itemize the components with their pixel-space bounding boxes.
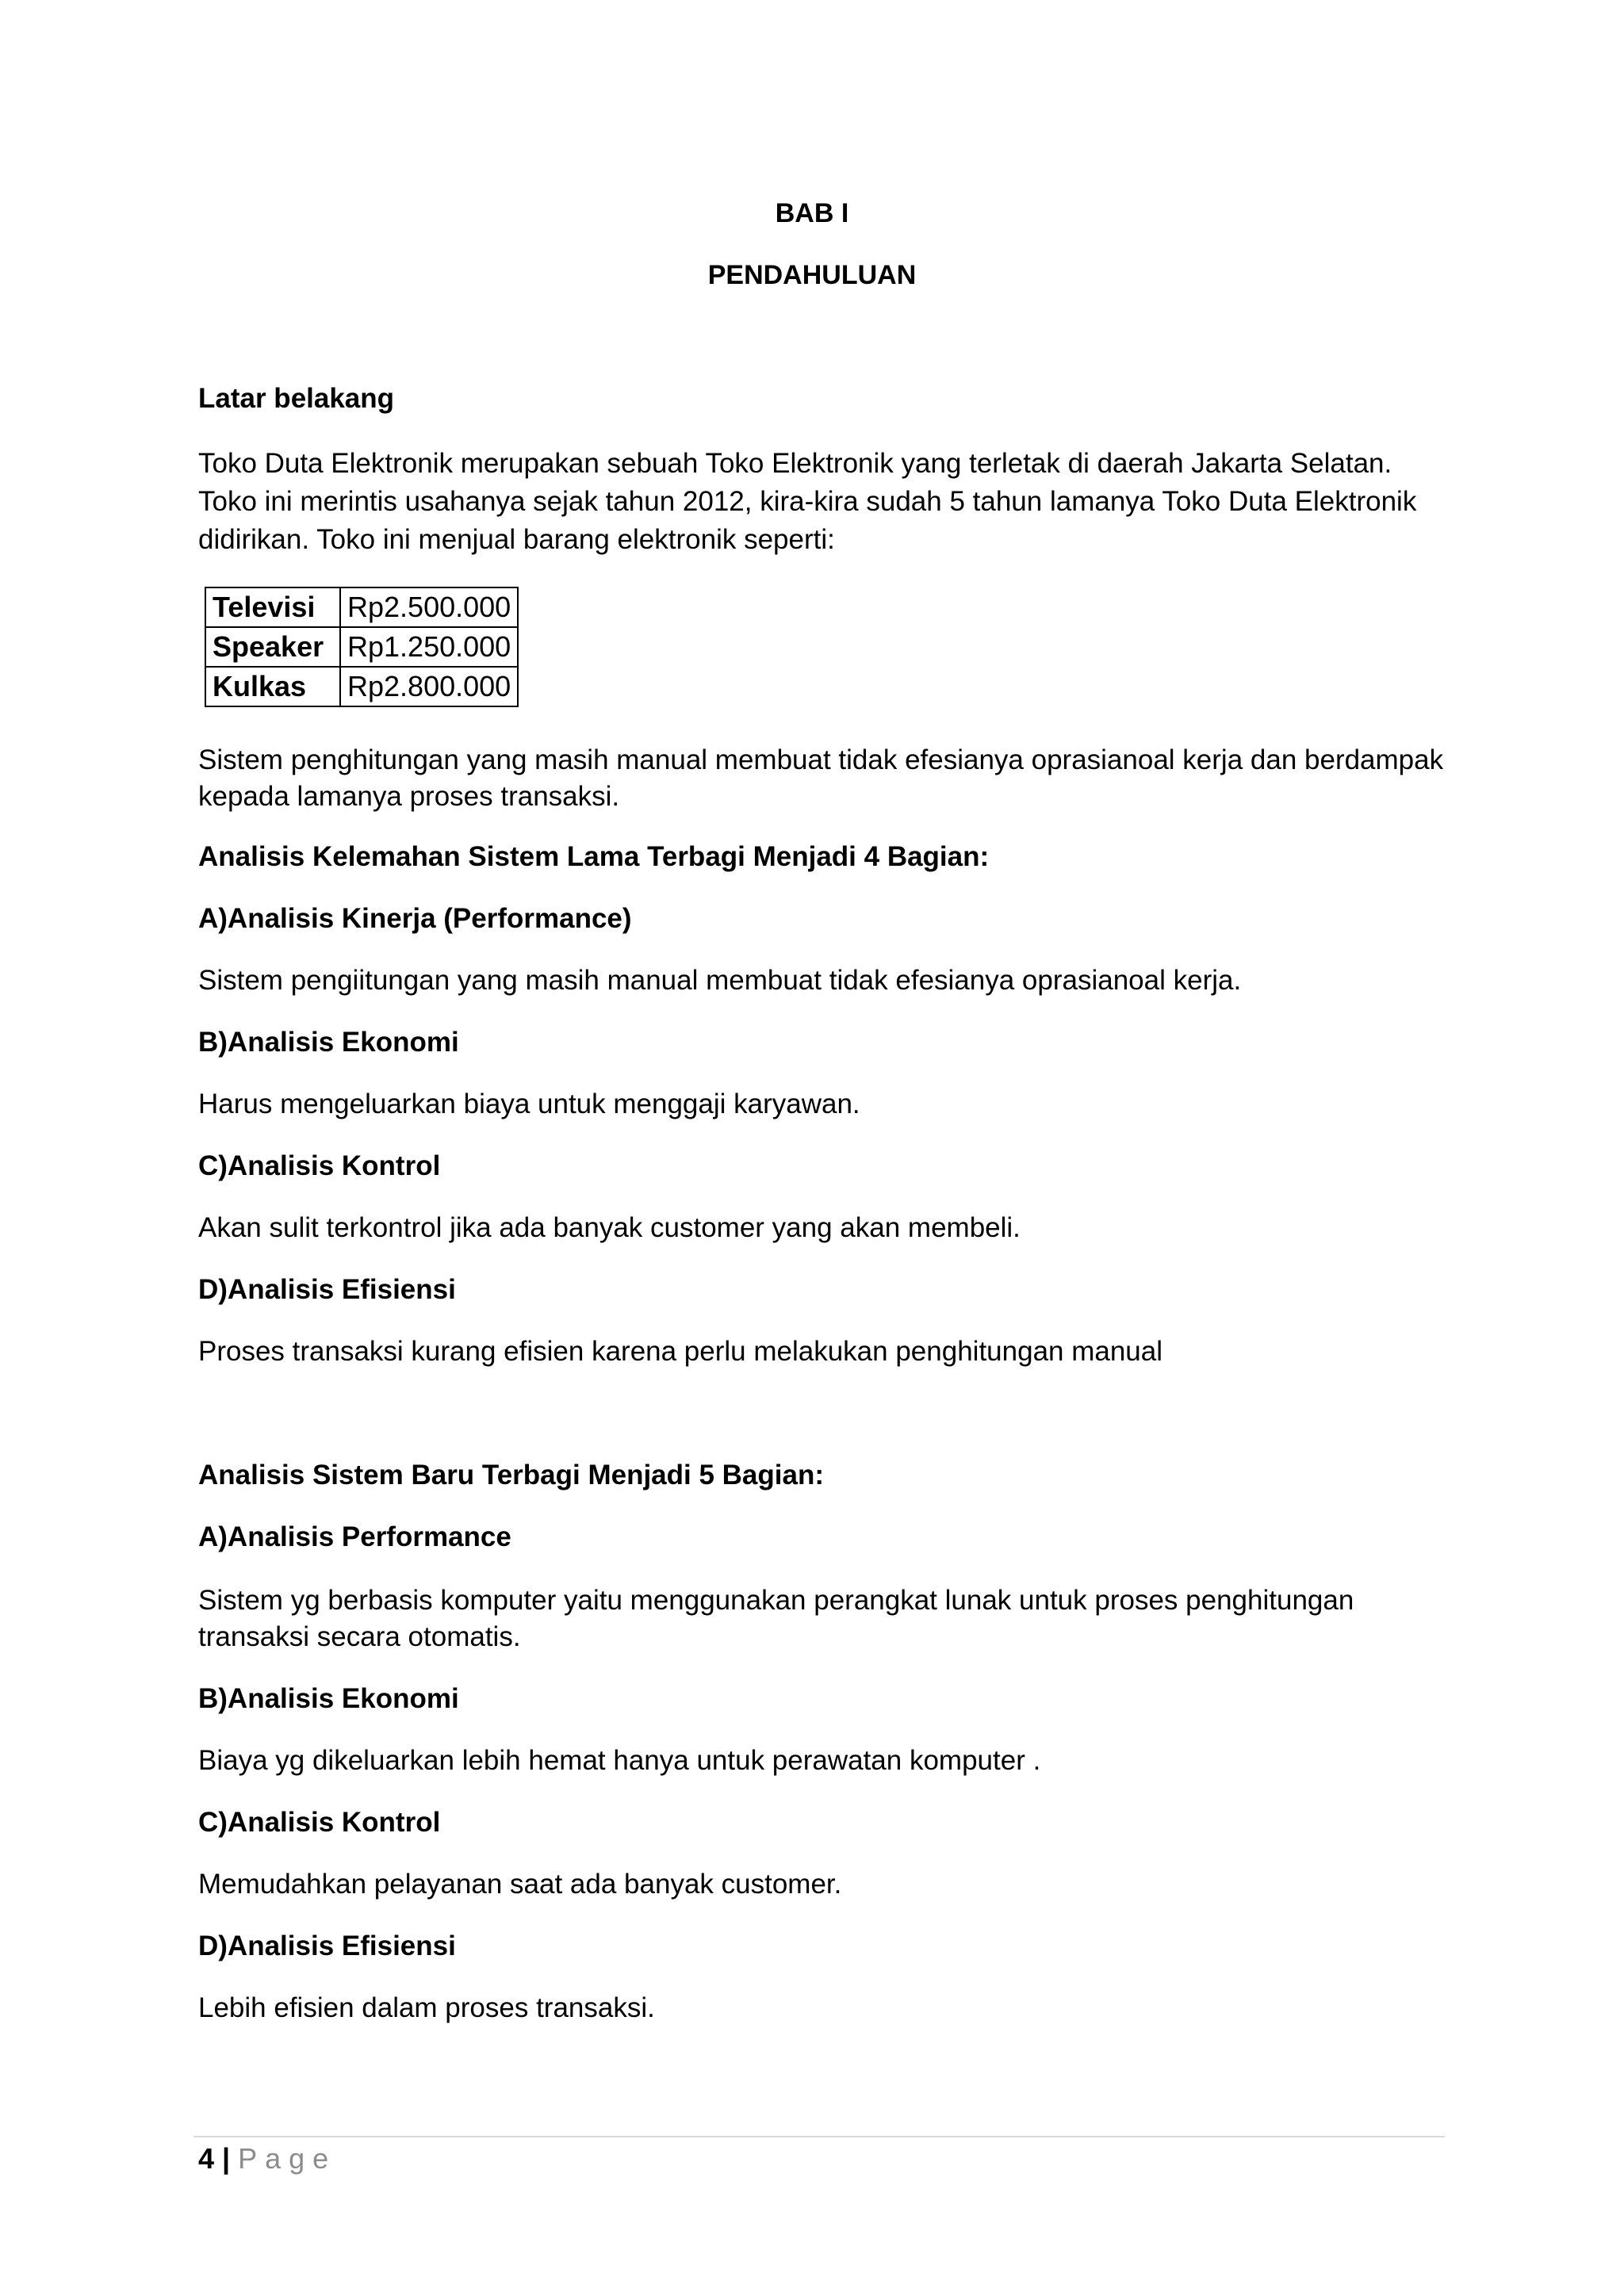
product-name: Televisi <box>205 587 340 627</box>
subsection-text: Harus mengeluarkan biaya untuk menggaji karyawan. <box>198 1089 860 1119</box>
product-price: Rp2.800.000 <box>340 667 518 706</box>
paragraph-line: Sistem penghitungan yang masih manual membuat tidak efesianya oprasianoal kerja dan berdampak <box>198 744 1444 775</box>
paragraph-line: kepada lamanya proses transaksi. <box>198 781 620 812</box>
section-heading-sistem-baru: Analisis Sistem Baru Terbagi Menjadi 5 Bagian: <box>198 1460 825 1490</box>
subsection-title: D)Analisis Efisiensi <box>198 1274 456 1305</box>
subsection-title: B)Analisis Ekonomi <box>198 1027 459 1058</box>
product-price: Rp1.250.000 <box>340 627 518 667</box>
chapter-title: PENDAHULUAN <box>707 260 917 290</box>
product-price: Rp2.500.000 <box>340 587 518 627</box>
table-row <box>205 587 518 627</box>
subsection-text: Sistem yg berbasis komputer yaitu menggunakan perangkat lunak untuk proses penghitungan <box>198 1585 1354 1616</box>
subsection-title: C)Analisis Kontrol <box>198 1807 441 1838</box>
subsection-text: Akan sulit terkontrol jika ada banyak customer yang akan membeli. <box>198 1212 1021 1243</box>
page-label: Page <box>238 2142 337 2175</box>
paragraph-line: Toko Duta Elektronik merupakan sebuah Toko Elektronik yang terletak di daerah Jakarta Selatan. <box>198 448 1392 479</box>
subsection-text: Sistem pengiitungan yang masih manual membuat tidak efesianya oprasianoal kerja. <box>198 965 1242 996</box>
footer-divider <box>193 2136 1445 2137</box>
section-heading-latar-belakang: Latar belakang <box>198 383 395 414</box>
chapter-number: BAB I <box>775 198 849 228</box>
subsection-text: Lebih efisien dalam proses transaksi. <box>198 1992 655 2023</box>
product-price-table <box>205 587 519 707</box>
section-heading-sistem-lama: Analisis Kelemahan Sistem Lama Terbagi Menjadi 4 Bagian: <box>198 841 990 872</box>
paragraph-line: didirikan. Toko ini menjual barang elektronik seperti: <box>198 524 835 555</box>
subsection-title: B)Analisis Ekonomi <box>198 1683 459 1714</box>
table-row <box>205 627 518 667</box>
footer-separator: | <box>222 2142 231 2175</box>
product-name: Kulkas <box>205 667 340 706</box>
subsection-text: Memudahkan pelayanan saat ada banyak customer. <box>198 1869 842 1900</box>
table-row <box>205 667 518 706</box>
subsection-title: A)Analisis Performance <box>198 1521 511 1552</box>
product-name: Speaker <box>205 627 340 667</box>
subsection-text: transaksi secara otomatis. <box>198 1621 521 1652</box>
subsection-title: D)Analisis Efisiensi <box>198 1931 456 1961</box>
subsection-title: A)Analisis Kinerja (Performance) <box>198 903 632 934</box>
page-number: 4 <box>198 2142 215 2175</box>
subsection-text: Biaya yg dikeluarkan lebih hemat hanya untuk perawatan komputer . <box>198 1745 1041 1776</box>
subsection-title: C)Analisis Kontrol <box>198 1150 441 1181</box>
paragraph-line: Toko ini merintis usahanya sejak tahun 2012, kira-kira sudah 5 tahun lamanya Toko Duta Elektronik <box>198 486 1417 517</box>
page-footer <box>198 2141 336 2177</box>
subsection-text: Proses transaksi kurang efisien karena perlu melakukan penghitungan manual <box>198 1336 1163 1367</box>
